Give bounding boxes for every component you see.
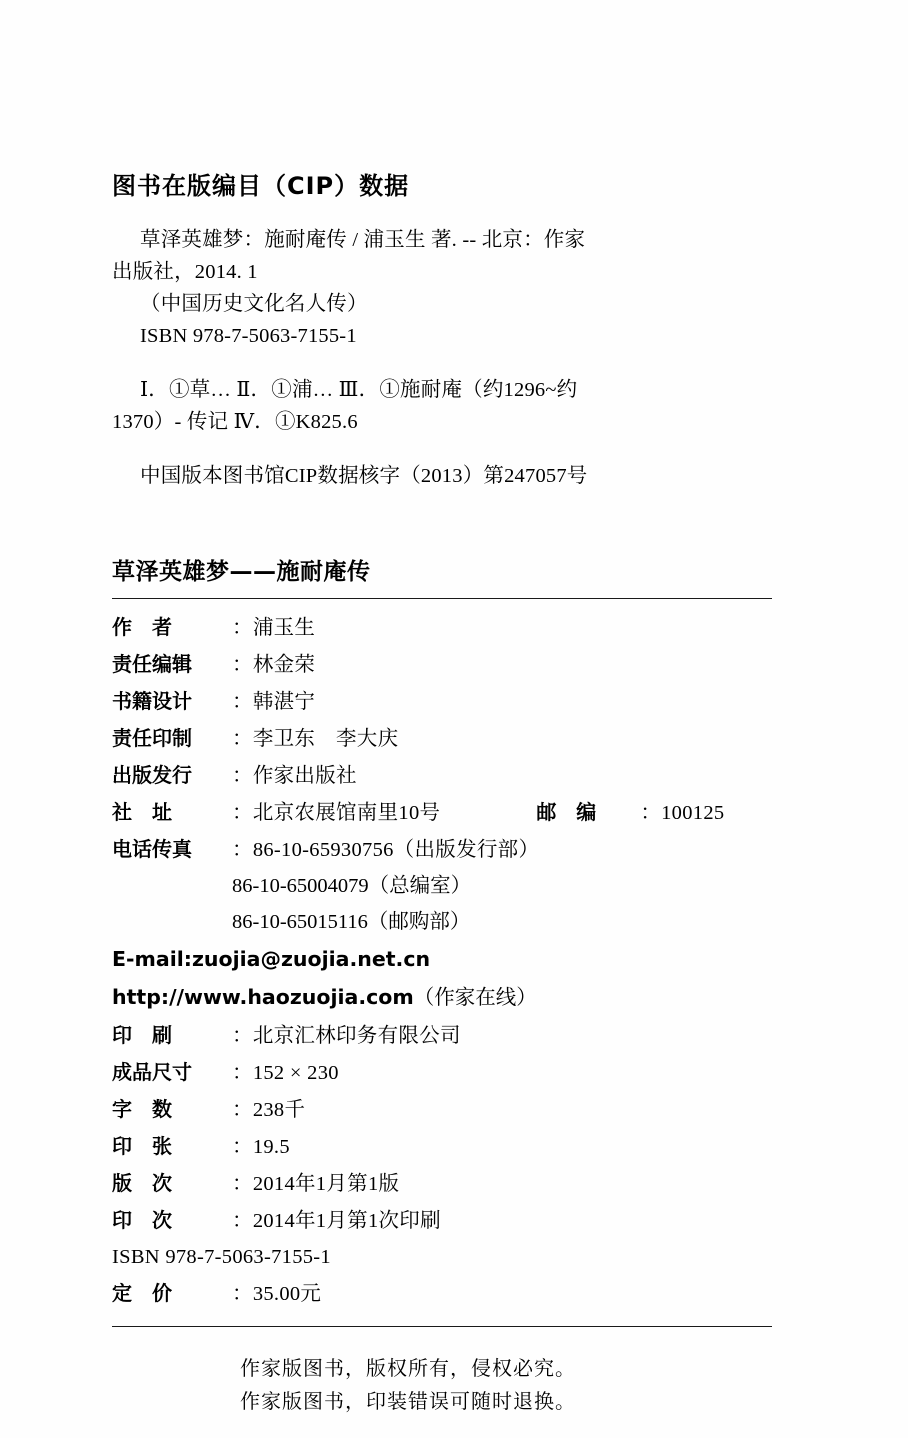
row-value: 林金荣 xyxy=(252,654,316,676)
phone-extra-line: 86-10-65004079（总编室） xyxy=(232,875,472,897)
row-label: 印 张 xyxy=(112,1134,172,1158)
colophon-row-production xyxy=(112,720,772,757)
cip-registry xyxy=(112,461,792,491)
row-separator: ： xyxy=(232,1173,253,1195)
colophon xyxy=(112,609,772,1312)
row-value: 北京农展馆南里10号 xyxy=(252,802,441,824)
row-value: 152 × 230 xyxy=(252,1062,339,1084)
phone-extra-line: 86-10-65015116（邮购部） xyxy=(232,911,471,933)
row-separator: ： xyxy=(232,1210,253,1232)
colophon-row-isbn xyxy=(112,1239,772,1275)
colophon-row-price xyxy=(112,1275,772,1312)
row-label: 电话传真 xyxy=(112,837,192,861)
colophon-row-phone xyxy=(112,831,772,868)
colophon-row-sheets xyxy=(112,1128,772,1165)
row-label: 定 价 xyxy=(112,1281,172,1305)
copyright-notice-line: 作家版图书，版权所有，侵权必究。 xyxy=(240,1358,576,1380)
row-separator: ： xyxy=(232,617,253,639)
email-row[interactable] xyxy=(112,940,772,978)
row-label: 出版发行 xyxy=(112,763,192,787)
cip-registry-line: 中国版本图书馆CIP数据核字（2013）第247057号 xyxy=(140,465,588,487)
cip-entry xyxy=(112,225,792,351)
colophon-row-trim-size xyxy=(112,1054,772,1091)
row-separator: ： xyxy=(232,765,253,787)
row-value: 19.5 xyxy=(252,1136,290,1158)
row-value: 韩湛宁 xyxy=(252,691,316,713)
row-label: 成品尺寸 xyxy=(112,1060,192,1084)
cip-line: 草泽英雄梦：施耐庵传 / 浦玉生 著. -- 北京：作家 xyxy=(140,229,586,251)
row-value: 2014年1月第1次印刷 xyxy=(252,1210,441,1232)
row-label: 字 数 xyxy=(112,1097,172,1121)
row-separator: ： xyxy=(232,728,253,750)
isbn-value: ISBN 978-7-5063-7155-1 xyxy=(112,1246,331,1268)
row-value: 35.00元 xyxy=(252,1283,322,1305)
colophon-row-editor xyxy=(112,646,772,683)
row-label: 印 次 xyxy=(112,1208,172,1232)
row-separator: ： xyxy=(232,1099,253,1121)
row-label: 版 次 xyxy=(112,1171,172,1195)
page-content xyxy=(112,166,792,1419)
row-separator: ： xyxy=(232,802,253,824)
row-separator: ： xyxy=(640,802,662,824)
cip-isbn: ISBN 978-7-5063-7155-1 xyxy=(140,325,357,347)
cip-line: （中国历史文化名人传） xyxy=(140,293,368,315)
colophon-row-designer xyxy=(112,683,772,720)
row-value: 作家出版社 xyxy=(252,765,357,787)
row-separator: ： xyxy=(232,839,253,861)
row-separator: ： xyxy=(232,654,253,676)
page-title: 草泽英雄梦——施耐庵传 xyxy=(112,559,371,585)
row-label: 社 址 xyxy=(112,800,172,824)
email-value[interactable]: E-mail:zuojia@zuojia.net.cn xyxy=(112,947,431,971)
row-value: 浦玉生 xyxy=(252,617,316,639)
colophon-row-address xyxy=(112,794,772,831)
colophon-row-printing xyxy=(112,1202,772,1239)
divider-top xyxy=(112,598,772,599)
row-label: 印 刷 xyxy=(112,1023,172,1047)
copyright-notice-line: 作家版图书，印装错误可随时退换。 xyxy=(240,1391,576,1413)
row-label: 书籍设计 xyxy=(112,689,192,713)
row-separator: ： xyxy=(232,1136,253,1158)
copyright-notice xyxy=(112,1353,792,1419)
colophon-row-wordcount xyxy=(112,1091,772,1128)
row-value: 238千 xyxy=(252,1099,306,1121)
cip-classification-line: 1370）- 传记 Ⅳ．①K825.6 xyxy=(112,411,358,433)
colophon-row-publisher xyxy=(112,757,772,794)
colophon-row-printer xyxy=(112,1017,772,1054)
row-separator: ： xyxy=(232,1283,253,1305)
postcode-value: 100125 xyxy=(661,802,725,824)
website-row[interactable] xyxy=(112,978,772,1017)
row-label: 责任编辑 xyxy=(112,652,192,676)
cip-heading: 图书在版编目（CIP）数据 xyxy=(112,172,410,200)
row-separator: ： xyxy=(232,1062,253,1084)
row-value: 北京汇林印务有限公司 xyxy=(252,1025,461,1047)
cip-line: 出版社，2014. 1 xyxy=(112,261,258,283)
row-separator: ： xyxy=(232,691,253,713)
cip-classification xyxy=(112,375,792,437)
row-label: 作 者 xyxy=(112,615,172,639)
row-value: 86-10-65930756（出版发行部） xyxy=(252,839,540,861)
row-value: 李卫东 李大庆 xyxy=(252,728,399,750)
colophon-row-author xyxy=(112,609,772,646)
cip-classification-line: Ⅰ．①草… Ⅱ．①浦… Ⅲ．①施耐庵（约1296~约 xyxy=(140,379,578,401)
divider-bottom xyxy=(112,1326,772,1327)
row-label: 责任印制 xyxy=(112,726,192,750)
website-note: （作家在线） xyxy=(413,987,537,1009)
row-value: 2014年1月第1版 xyxy=(252,1173,400,1195)
row-separator: ： xyxy=(232,1025,253,1047)
postcode-label: 邮 编 xyxy=(536,800,597,824)
colophon-row-edition xyxy=(112,1165,772,1202)
website-value[interactable]: http://www.haozuojia.com xyxy=(112,985,414,1009)
